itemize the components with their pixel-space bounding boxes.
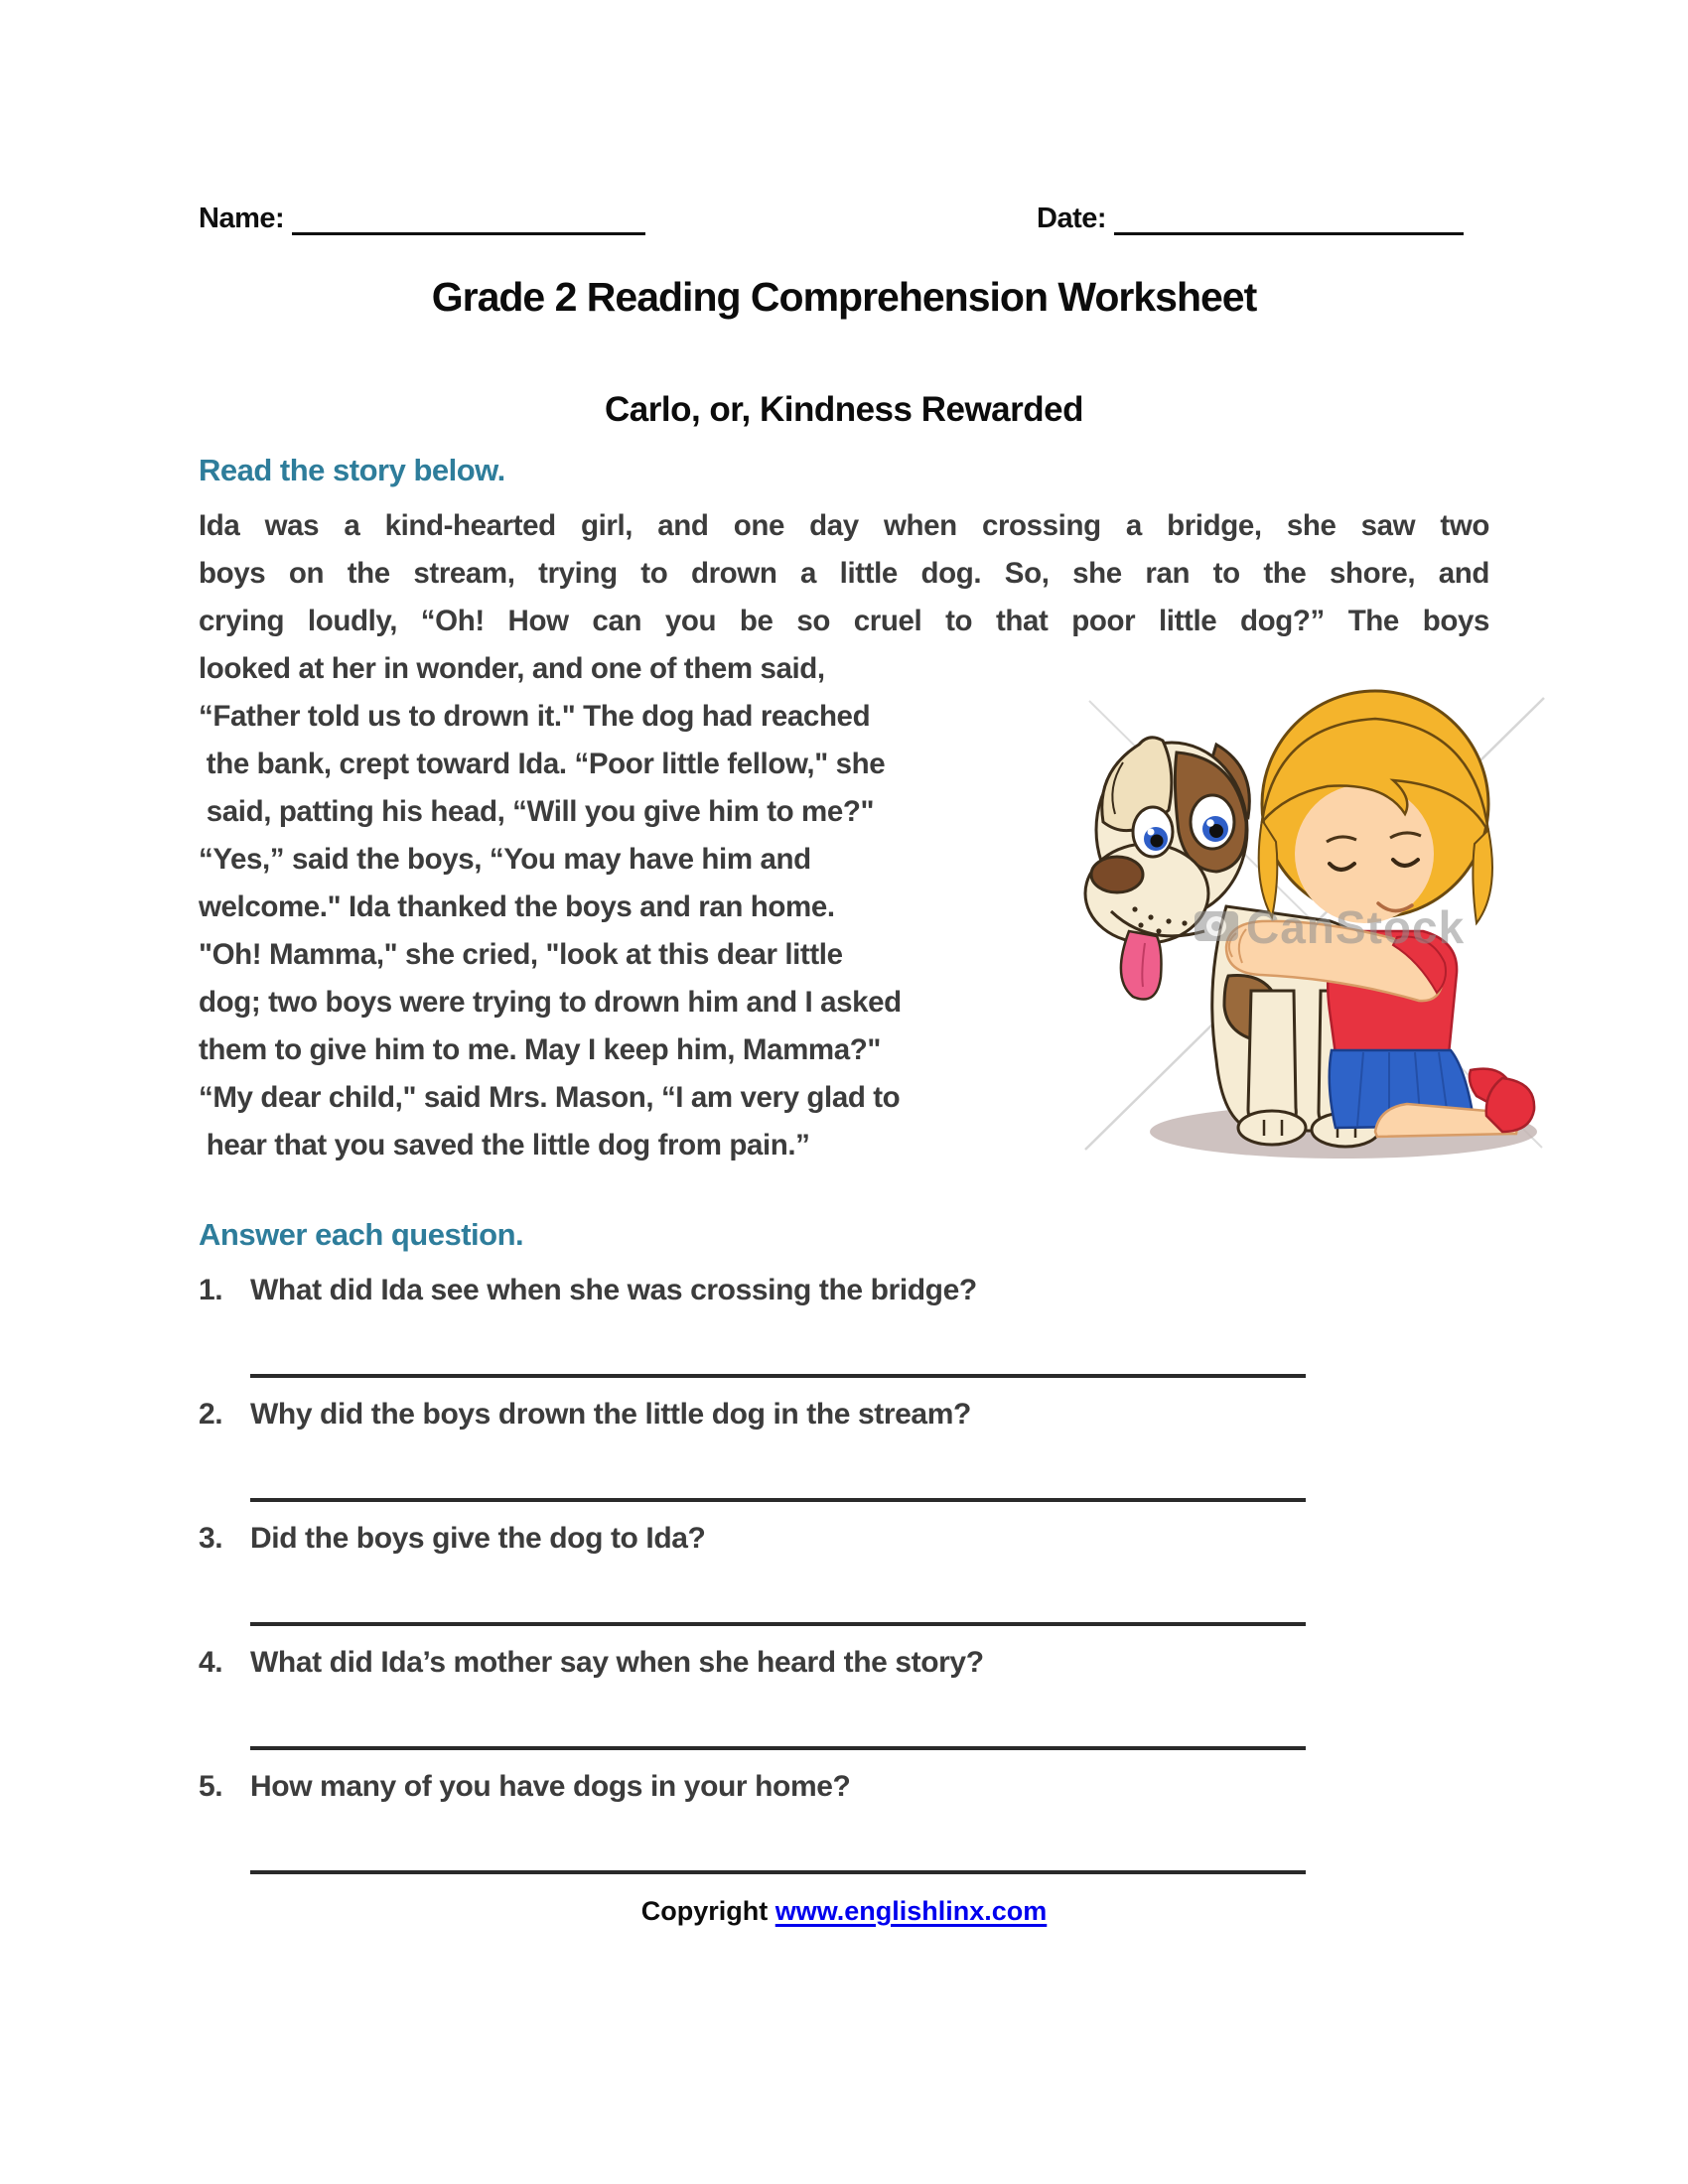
answer-line [250, 1746, 1306, 1750]
story-line: "Oh! Mamma," she cried, "look at this dear little [199, 938, 843, 971]
question-number: 1. [199, 1274, 223, 1306]
watermark-text: CanStock [1246, 901, 1466, 953]
date-blank-line [1114, 205, 1464, 235]
question-item [199, 1271, 1499, 1395]
question-number: 4. [199, 1646, 223, 1679]
footer [0, 1896, 1688, 1927]
story-line: Ida was a kind-hearted girl, and one day when crossing a bridge, she saw two [199, 509, 1489, 542]
story-line: boys on the stream, trying to drown a little dog. So, she ran to the shore, and [199, 557, 1489, 590]
illustration-svg [1077, 683, 1554, 1164]
question-text: Why did the boys drown the little dog in the stream? [250, 1398, 971, 1431]
story-line: the bank, crept toward Ida. “Poor little fellow," she [199, 748, 886, 780]
question-text: What did Ida see when she was crossing the bridge? [250, 1274, 977, 1306]
story-line: crying loudly, “Oh! How can you be so cruel to that poor little dog?” The boys [199, 605, 1489, 637]
date-field [1037, 203, 1464, 235]
question-row [199, 1767, 1499, 1807]
question-row [199, 1271, 1499, 1310]
girl-hugging-dog-illustration [1077, 683, 1554, 1164]
answer-line [250, 1870, 1306, 1874]
question-number: 5. [199, 1770, 223, 1803]
story-line: looked at her in wonder, and one of them said, [199, 652, 825, 685]
question-text: What did Ida’s mother say when she heard the story? [250, 1646, 984, 1679]
question-item [199, 1767, 1499, 1891]
answer-line [250, 1374, 1306, 1378]
story-paragraph-full [199, 502, 1489, 693]
story-title: Carlo, or, Kindness Rewarded [605, 390, 1083, 429]
story-line: “Father told us to drown it." The dog had reached [199, 700, 871, 733]
question-item [199, 1519, 1499, 1643]
question-row [199, 1643, 1499, 1683]
story-heading: Read the story below. [199, 453, 505, 487]
story-line: said, patting his head, “Will you give him to me?" [199, 795, 875, 828]
question-item [199, 1395, 1499, 1519]
story-line: dog; two boys were trying to drown him and I asked [199, 986, 902, 1019]
page-title: Grade 2 Reading Comprehension Worksheet [431, 274, 1257, 320]
answer-line [250, 1622, 1306, 1626]
date-label: Date: [1037, 203, 1107, 234]
name-blank-line [292, 205, 645, 235]
questions-heading: Answer each question. [199, 1217, 524, 1252]
question-row [199, 1395, 1499, 1434]
question-number: 2. [199, 1398, 223, 1431]
story-line: “My dear child," said Mrs. Mason, “I am very glad to [199, 1081, 901, 1114]
answer-line [250, 1498, 1306, 1502]
name-field [199, 203, 645, 235]
question-number: 3. [199, 1522, 223, 1555]
copyright-label: Copyright [640, 1896, 769, 1926]
story-line: “Yes,” said the boys, “You may have him and [199, 843, 811, 876]
question-item [199, 1643, 1499, 1767]
question-row [199, 1519, 1499, 1559]
question-text: Did the boys give the dog to Ida? [250, 1522, 706, 1555]
englishlinx-link[interactable]: www.englishlinx.com [774, 1896, 1048, 1926]
questions-list [199, 1271, 1499, 1891]
name-label: Name: [199, 203, 285, 234]
story-line: hear that you saved the little dog from pain.” [199, 1129, 810, 1161]
story-line: them to give him to me. May I keep him, Mamma?" [199, 1033, 881, 1066]
question-text: How many of you have dogs in your home? [250, 1770, 851, 1803]
story-line: welcome." Ida thanked the boys and ran home. [199, 890, 835, 923]
story-paragraph-wrapped [199, 693, 1092, 1169]
